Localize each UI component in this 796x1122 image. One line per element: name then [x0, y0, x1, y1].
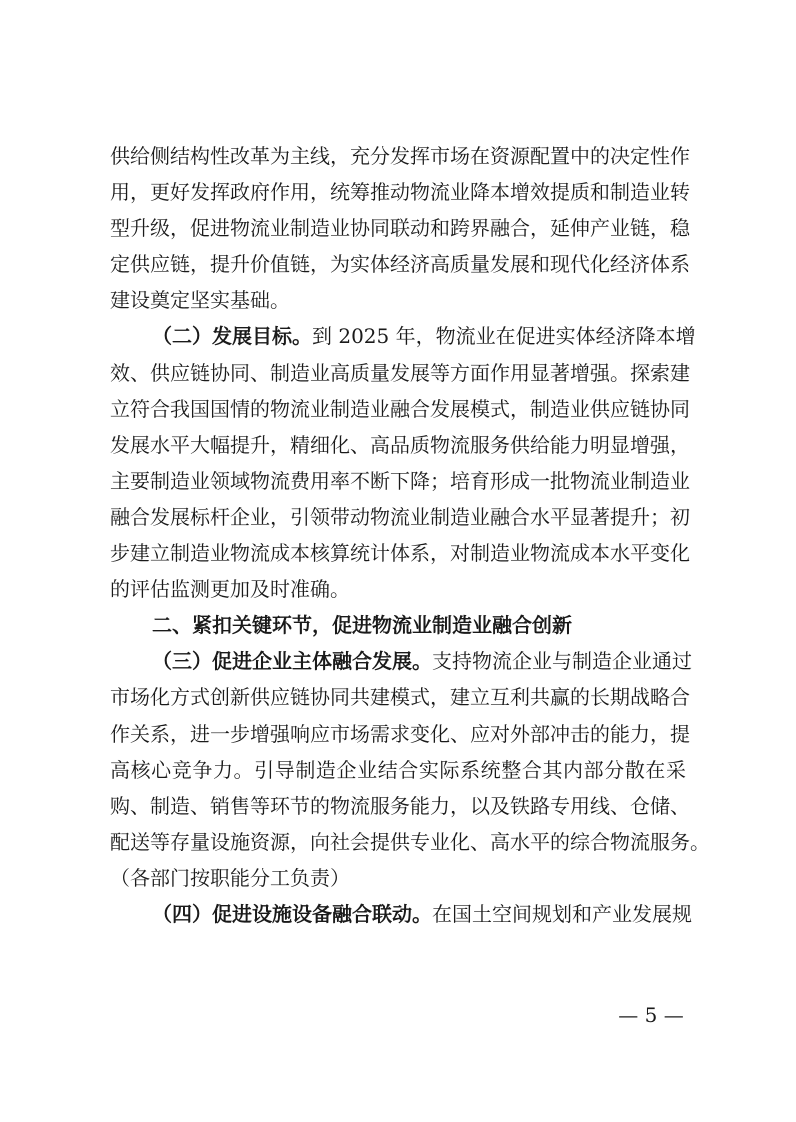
text-line: 融合发展标杆企业，引领带动物流业制造业融合水平显著提升；初: [110, 504, 690, 529]
text-line: 建设奠定坚实基础。: [110, 288, 290, 313]
text-line: （各部门按职能分工负责）: [110, 865, 350, 890]
text-line: 供给侧结构性改革为主线，充分发挥市场在资源配置中的决定性作: [110, 144, 690, 168]
text-line: 作关系，进一步增强响应市场需求变化、应对外部冲击的能力，提: [110, 721, 690, 746]
text-line: 效、供应链协同、制造业高质量发展等方面作用显著增强。探索建: [110, 360, 690, 385]
text-line: 发展水平大幅提升，精细化、高品质物流服务供给能力明显增强，: [110, 432, 690, 457]
paragraph-first-line: [110, 643, 692, 679]
section-title: （二）发展目标。: [152, 324, 312, 349]
text-line: 立符合我国国情的物流业制造业融合发展模式，制造业供应链协同: [110, 396, 690, 421]
text-line: 配送等存量设施资源，向社会提供专业化、高水平的综合物流服务。: [110, 829, 710, 854]
paragraph-first-line: [110, 896, 692, 932]
text-line: 主要制造业领域物流费用率不断下降；培育形成一批物流业制造业: [110, 468, 690, 493]
paragraph-first-line: [110, 318, 696, 354]
text-line: 购、制造、销售等环节的物流服务能力，以及铁路专用线、仓储、: [110, 793, 690, 818]
text-run: 支持物流企业与制造企业通过: [432, 649, 692, 674]
text-line: 用，更好发挥政府作用，统筹推动物流业降本增效提质和制造业转: [110, 180, 690, 205]
section-title: （四）促进设施设备融合联动。: [152, 901, 432, 926]
text-line: 的评估监测更加及时准确。: [110, 577, 350, 602]
text-line: 定供应链，提升价值链，为实体经济高质量发展和现代化经济体系: [110, 252, 690, 277]
section-title: （三）促进企业主体融合发展。: [152, 649, 432, 674]
text-line: 型升级，促进物流业制造业协同联动和跨界融合，延伸产业链，稳: [110, 216, 690, 241]
section-heading: 二、紧扣关键环节，促进物流业制造业融合创新: [152, 613, 572, 638]
text-run: 在国土空间规划和产业发展规: [432, 901, 692, 926]
text-line: 市场化方式创新供应链协同共建模式，建立互利共赢的长期战略合: [110, 685, 690, 710]
body-text: [110, 138, 710, 932]
text-line: 高核心竞争力。引导制造企业结合实际系统整合其内部分散在采: [110, 757, 686, 782]
text-run: 到 2025 年，物流业在促进实体经济降本增: [312, 324, 696, 349]
text-line: 步建立制造业物流成本核算统计体系，对制造业物流成本水平变化: [110, 541, 690, 566]
page-number: — 5 —: [618, 1003, 684, 1027]
